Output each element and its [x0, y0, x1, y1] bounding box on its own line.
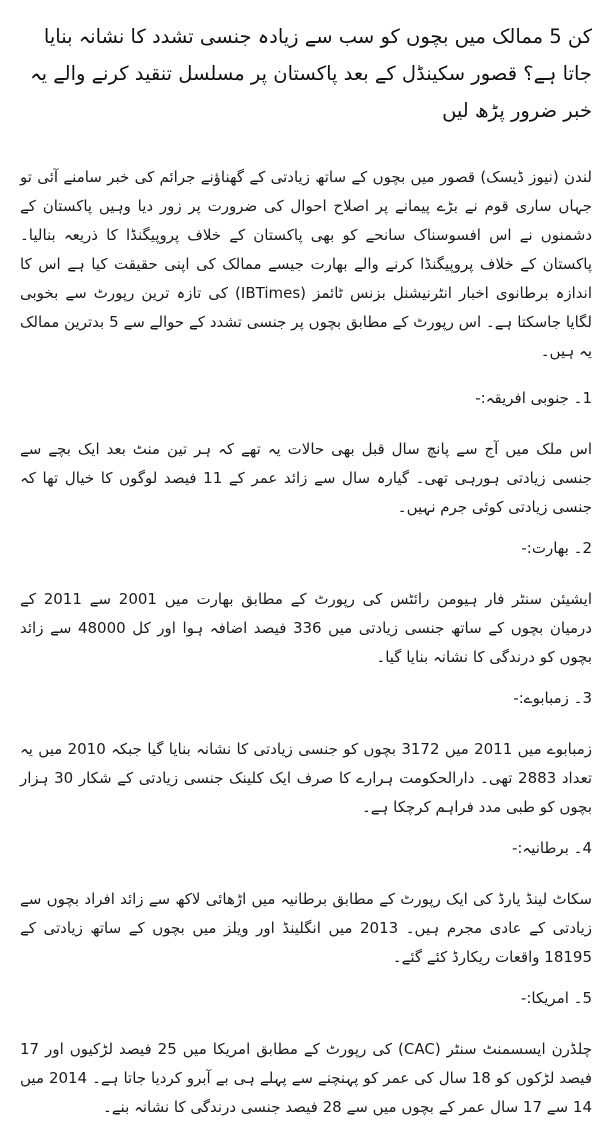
article-headline: کن 5 ممالک میں بچوں کو سب سے زیادہ جنسی تشدد کا نشانہ بنایا جاتا ہے؟ قصور سکینڈل کے بعد پاکستان پر مسلسل تنقید کرنے والے یہ خبر ضرور پڑھ لیں — [30, 25, 592, 122]
section-zimbabwe — [20, 684, 592, 822]
section-body: اس ملک میں آج سے پانچ سال قبل بھی حالات یہ تھے کہ ہر تین منٹ بعد ایک بچے سے جنسی زیادتی ہورہی تھی۔ گیارہ سال سے زائد عمر کے 11 فیصد لوگوں کا خیال تھا کہ جنسی زیادتی کوئی جرم نہیں۔ — [20, 440, 592, 516]
section-india — [20, 534, 592, 672]
section-body: ایشیئن سنٹر فار ہیومن رائٹس کی رپورٹ کے مطابق بھارت میں 2001 سے 2011 کے درمیان بچوں کے ساتھ جنسی زیادتی میں 336 فیصد اضافہ ہوا اور کل 48000 سے زائد بچوں کو درندگی کا نشانہ بنایا گیا۔ — [20, 590, 592, 666]
section-body: سکاٹ لینڈ یارڈ کی ایک رپورٹ کے مطابق برطانیہ میں اڑھائی لاکھ سے زائد افراد بچوں سے زیادتی کے عادی مجرم ہیں۔ 2013 میں انگلینڈ اور ویلز میں بچوں کے ساتھ زیادتی کے 18195 واقعات ریکارڈ کئے گئے۔ — [20, 890, 592, 966]
section-heading: 4۔ برطانیہ:- — [511, 839, 592, 857]
intro-paragraph: لندن (نیوز ڈیسک) قصور میں بچوں کے ساتھ زیادتی کے گھناؤنے جرائم کی خبر سامنے آئی تو جہاں ساری قوم نے بڑے پیمانے پر اصلاح احوال کی ضرورت پر زور دیا وہیں پاکستان کے دشمنوں نے اس افسوسناک سانحے کو بھی پاکستان کے خلاف پروپیگنڈا کا ذریعہ بنالیا۔ پاکستان کے خلاف پروپیگنڈا کرنے والے بھارت جیسے ممالک کی اپنی حقیقت کیا ہے اس کا اندازہ برطانوی اخبار انٹرنیشنل بزنس ٹائمز (IBTimes) کی تازہ ترین رپورٹ سے بخوبی لگایا جاسکتا ہے۔ اس رپورٹ کے مطابق بچوں پر جنسی تشدد کے حوالے سے 5 بدترین ممالک یہ ہیں۔ — [20, 168, 592, 360]
section-south-africa — [20, 384, 592, 522]
section-america — [20, 984, 592, 1122]
section-heading: 1۔ جنوبی افریقہ:- — [475, 389, 592, 407]
section-heading: 5۔ امریکا:- — [520, 989, 592, 1007]
section-body: زمبابوے میں 2011 میں 3172 بچوں کو جنسی زیادتی کا نشانہ بنایا گیا جبکہ 2010 میں یہ تعداد 2883 تھی۔ دارالحکومت ہرارے کا صرف ایک کلینک جنسی زیادتی کے شکار 30 ہزار بچوں کو طبی مدد فراہم کرچکا ہے۔ — [20, 740, 593, 816]
section-heading: 3۔ زمبابوے:- — [513, 689, 592, 707]
article — [20, 18, 592, 1122]
section-body: چلڈرن ایسسمنٹ سنٹر (CAC) کی رپورٹ کے مطابق امریکا میں 25 فیصد لڑکیوں اور 17 فیصد لڑکوں کو 18 سال کی عمر کو پہنچنے سے پہلے ہی بے آبرو کردیا جاتا ہے۔ 2014 میں 14 سے 17 سال عمر کے بچوں میں سے 28 فیصد جنسی درندگی کا نشانہ بنے۔ — [20, 1040, 593, 1116]
section-heading: 2۔ بھارت:- — [521, 539, 592, 557]
section-britain — [20, 834, 592, 972]
